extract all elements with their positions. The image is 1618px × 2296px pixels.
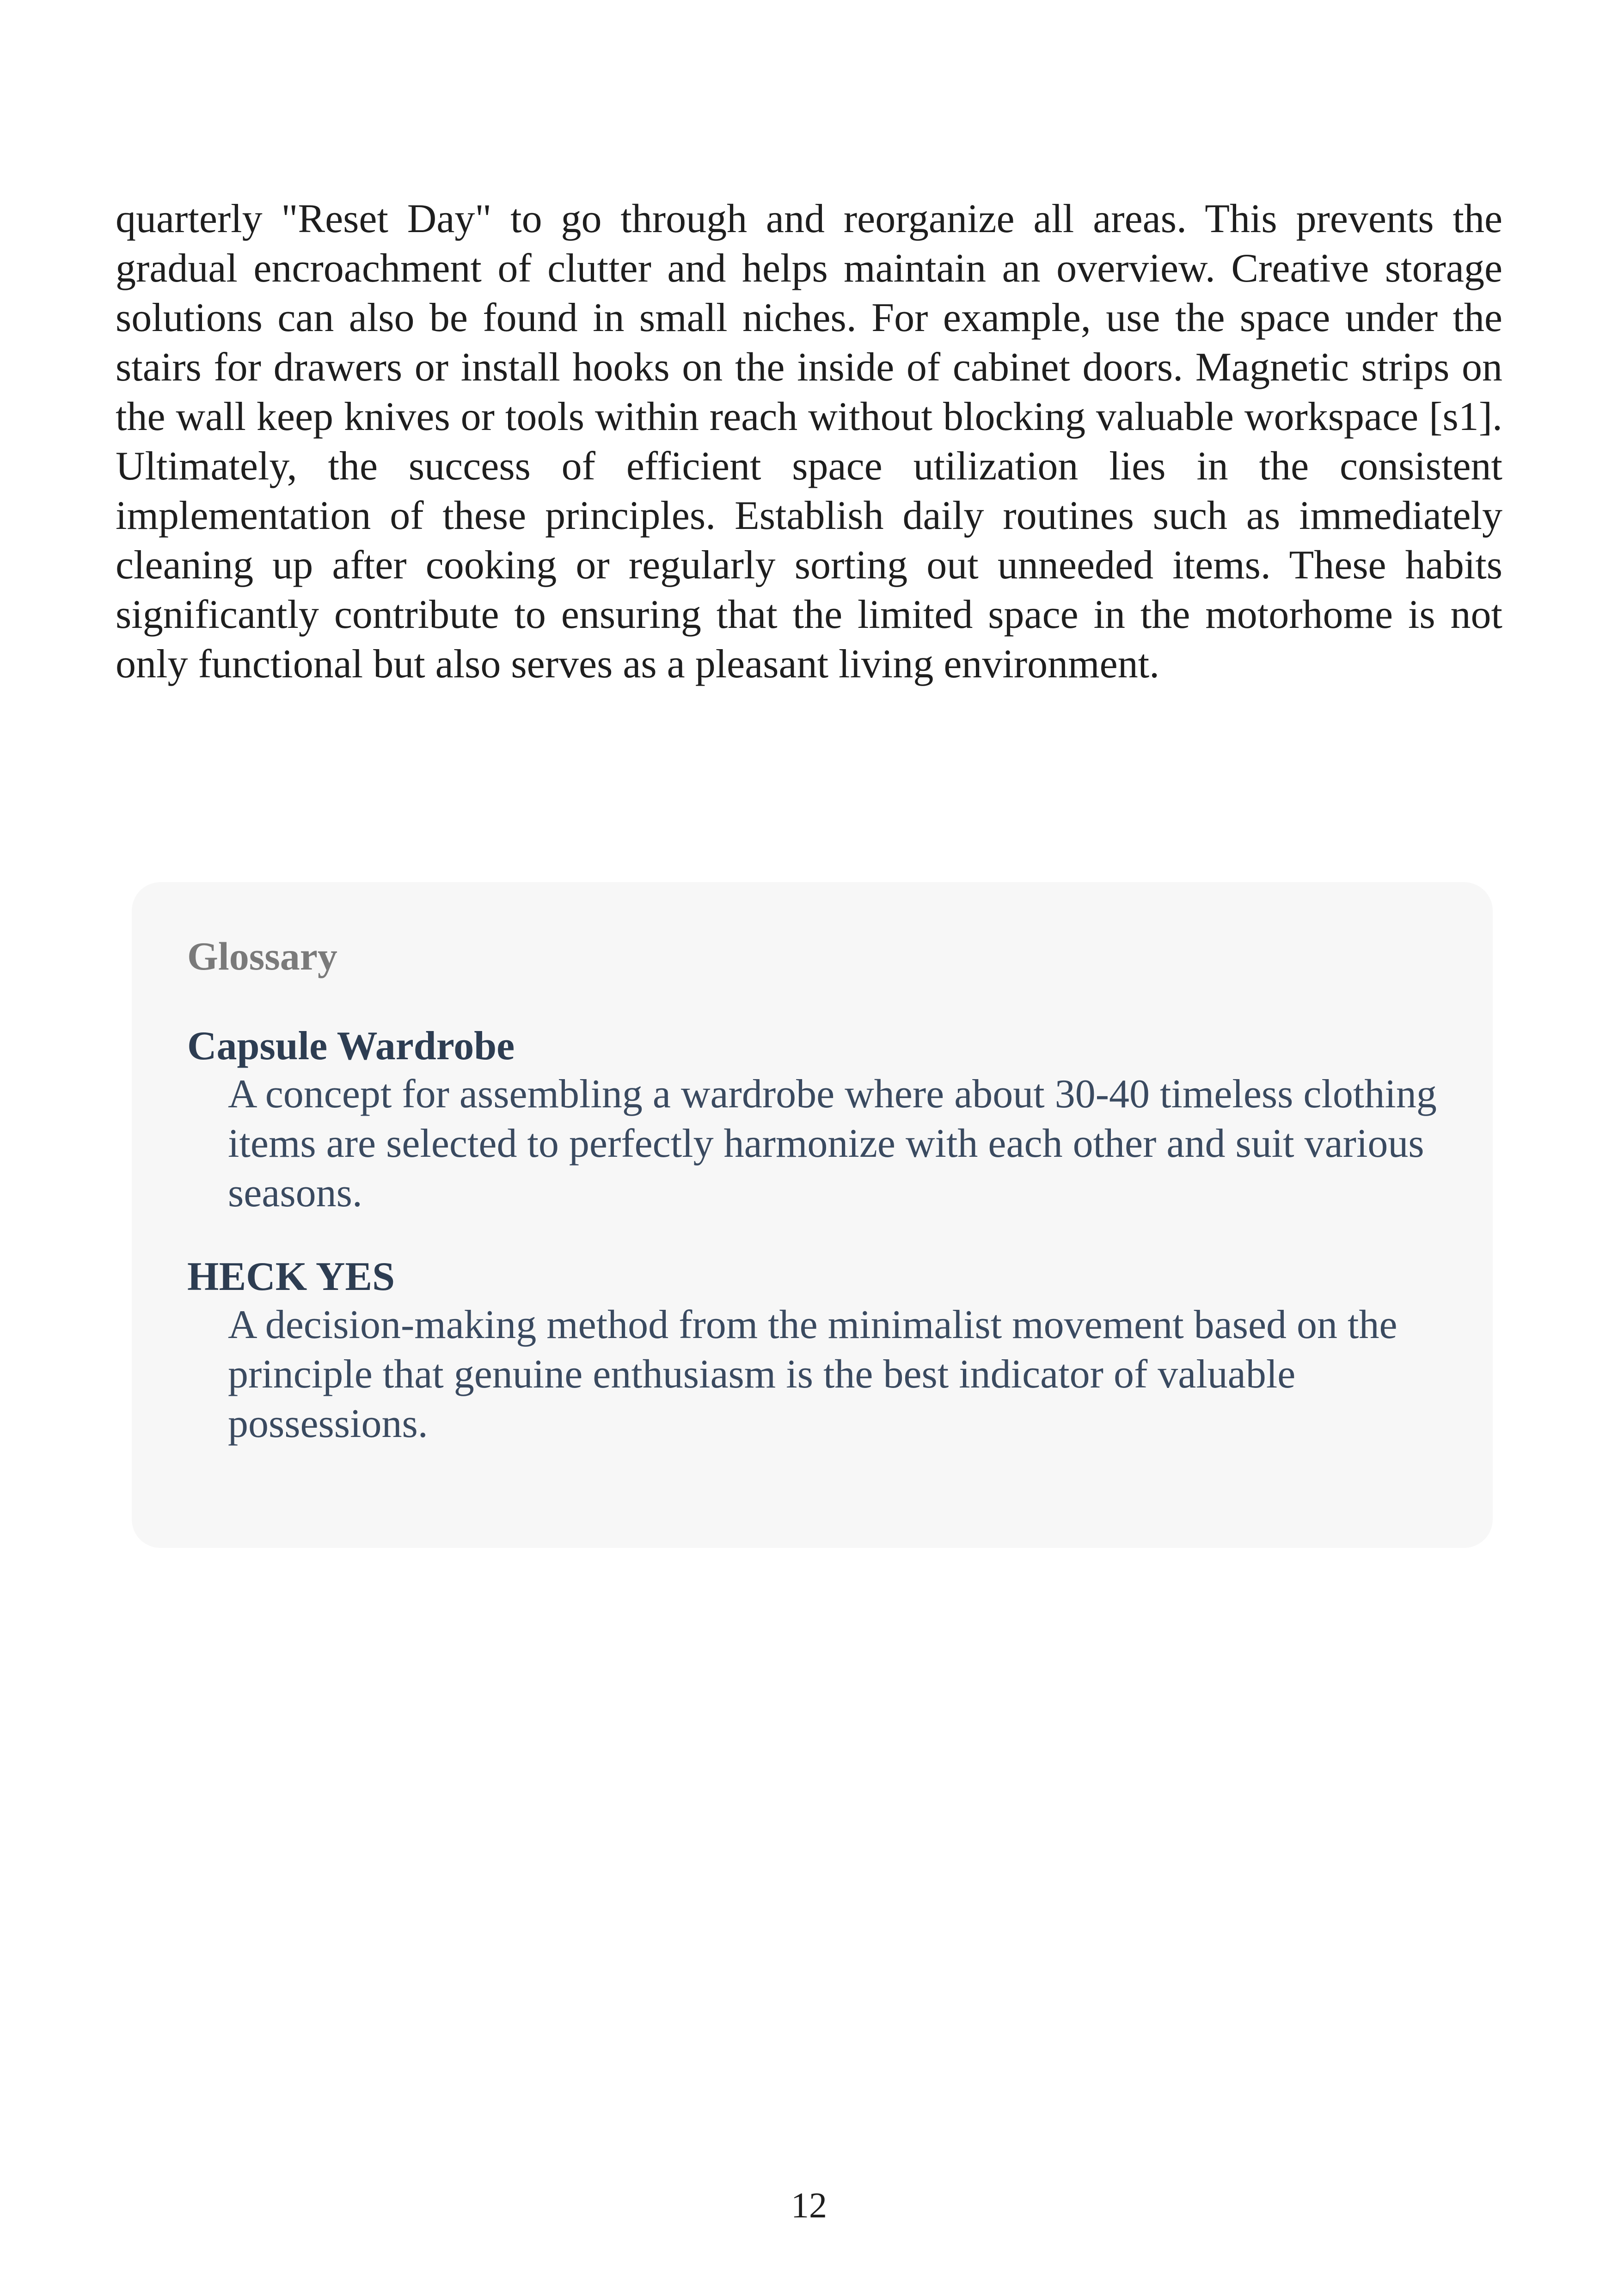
body-paragraph: quarterly "Reset Day" to go through and reorganize all areas. This prevents the gradual encroachment of clutter and helps maintain an overview. Creative storage solutions can also be found in small niches. For example, use the space under the stairs for drawers or install hooks on the inside of cabinet doors. Magnetic strips on the wall keep knives or tools within reach without blocking valuable workspace [s1]. Ultimately, the success of efficient space utilization lies in the consistent implementation of these principles. Establish daily routines such as immediately cleaning up after cooking or regularly sorting out unneeded items. These habits significantly contribute to ensuring that the limited space in the motorhome is not only functional but also serves as a pleasant living environment. xyxy=(116,196,1502,687)
glossary-definition: A decision-making method from the minimalist movement based on the principle that genuine enthusiasm is the best indicator of valuable possessions. xyxy=(228,1302,1397,1446)
page-number: 12 xyxy=(791,2185,827,2225)
glossary-definition: A concept for assembling a wardrobe where about 30-40 timeless clothing items are selected to perfectly harmonize with each other and suit various seasons. xyxy=(228,1072,1437,1216)
glossary-term: Capsule Wardrobe xyxy=(187,1024,515,1068)
glossary-entry xyxy=(187,1254,1437,1449)
glossary-entry xyxy=(187,1023,1437,1218)
glossary-heading: Glossary xyxy=(187,934,337,978)
glossary-box xyxy=(132,882,1493,1548)
glossary-term: HECK YES xyxy=(187,1254,395,1299)
